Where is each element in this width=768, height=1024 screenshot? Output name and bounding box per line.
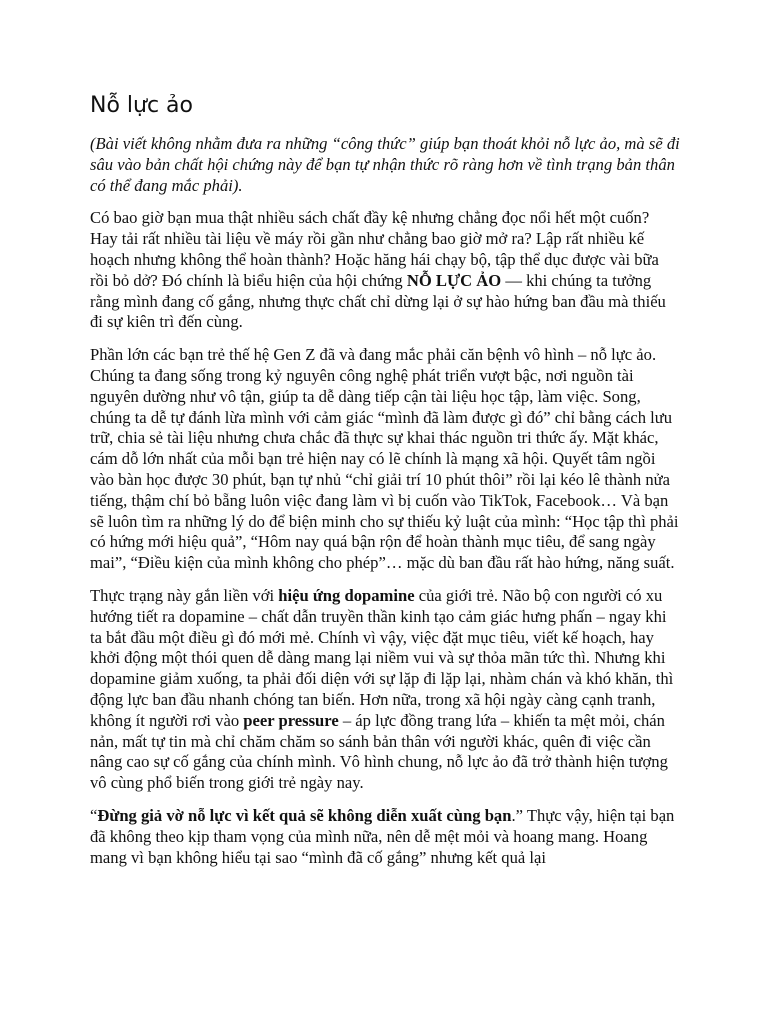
paragraph-1-text-a: Có bao giờ bạn mua thật nhiều sách chất đầy kệ nhưng chẳng đọc nổi hết một cuốn? Hay tải rất nhiều tài liệu về máy rồi gần như chẳng bao giờ mở ra? Lập rất nhiều kế hoạch nhưng không thể hoàn thành? Hoặc hăng hái chạy bộ, tập thể dục được vài bữa rồi bỏ dở? Đó chính là biểu hiện của hội chứng [90,208,659,290]
document-title: Nỗ lực ảo [90,93,193,118]
paragraph-4-open-quote: “ [90,805,98,825]
intro-paragraph: (Bài viết không nhằm đưa ra những “công thức” giúp bạn thoát khỏi nỗ lực ảo, mà sẽ đi sâu vào bản chất hội chứng này để bạn tự nhận thức rõ ràng hơn về tình trạng bản thân có thể đang mắc phải). [90,134,680,195]
paragraph-3-bold-dopamine: hiệu ứng dopamine [278,585,415,605]
paragraph-1-text-c: — khi chúng ta tưởng rằng mình đang cố gắng, nhưng thực chất chỉ dừng lại ở sự hào hứng ban đầu mà thiếu đi sự kiên trì đến cùng. [90,270,666,332]
paragraph-4-text-c: .” Thực vậy, hiện tại bạn đã không theo kịp tham vọng của mình nữa, nên dễ mệt mỏi và hoang mang. Hoang mang vì bạn không hiểu tại sao “mình đã cố gắng” nhưng kết quả lại [90,805,675,867]
paragraph-2: Phần lớn các bạn trẻ thế hệ Gen Z đã và đang mắc phải căn bệnh vô hình – nỗ lực ảo. Chúng ta đang sống trong kỷ nguyên công nghệ phát triển vượt bậc, nơi nguồn tài nguyên dường như vô tận, giúp ta dễ dàng tiếp cận tài liệu học tập, làm việc. Song, chúng ta dễ tự đánh lừa mình với cảm giác “mình đã làm được gì đó” chỉ bằng cách lưu trữ, chia sẻ tài liệu nhưng chưa chắc đã thực sự khai thác nguồn tri thức ấy. Mặt khác, cám dỗ lớn nhất của mỗi bạn trẻ hiện nay có lẽ chính là mạng xã hội. Quyết tâm ngồi vào bàn học được 30 phút, bạn tự nhủ “chỉ giải trí 10 phút thôi” rồi lại kéo lê thành nửa tiếng, thậm chí bỏ bẵng luôn việc đang làm vì bị cuốn vào TikTok, Facebook… Và bạn sẽ luôn tìm ra những lý do để biện minh cho sự thiếu kỷ luật của mình: “Học tập thì phải có hứng mới hiệu quả”, “Hôm nay quá bận rộn để hoàn thành mục tiêu, để sang ngày mai”, “Điều kiện của mình không cho phép”… mặc dù ban đầu rất hào hứng, năng suất. [90,345,679,573]
paragraph-3-bold-peer-pressure: peer pressure [243,710,339,730]
paragraph-4-bold-quote: Đừng giả vờ nỗ lực vì kết quả sẽ không diễn xuất cùng bạn [97,805,512,825]
paragraph-3-text-e: – áp lực đồng trang lứa – khiến ta mệt mỏi, chán nản, mất tự tin mà chỉ chăm chăm so sánh bản thân với người khác, quên đi việc cần nâng cao sự cố gắng của chính mình. Vô hình chung, nỗ lực ảo đã trở thành hiện tượng vô cùng phổ biến trong giới trẻ ngày nay. [90,710,668,793]
paragraph-3-text-a: Thực trạng này gắn liền với [90,585,279,605]
paragraph-3-text-c: của giới trẻ. Não bộ con người có xu hướng tiết ra dopamine – chất dẫn truyền thần kinh tạo cảm giác hưng phấn – ngay khi ta bắt đầu một điều gì đó mới mẻ. Chính vì vậy, việc đặt mục tiêu, viết kế hoạch, hay khởi động một thói quen dễ dàng mang lại niềm vui và sự thỏa mãn tức thì. Nhưng khi dopamine giảm xuống, ta phải đối diện với sự lặp đi lặp lại, nhàm chán và khó khăn, thì động lực ban đầu nhanh chóng tan biến. Hơn nữa, trong xã hội ngày càng cạnh tranh, không ít người rơi vào [90,585,674,730]
paragraph-4 [90,806,680,868]
document-page [90,88,680,880]
paragraph-1-bold-term: NỖ LỰC ẢO [406,270,502,290]
paragraph-3 [90,586,680,794]
paragraph-1 [90,208,680,333]
